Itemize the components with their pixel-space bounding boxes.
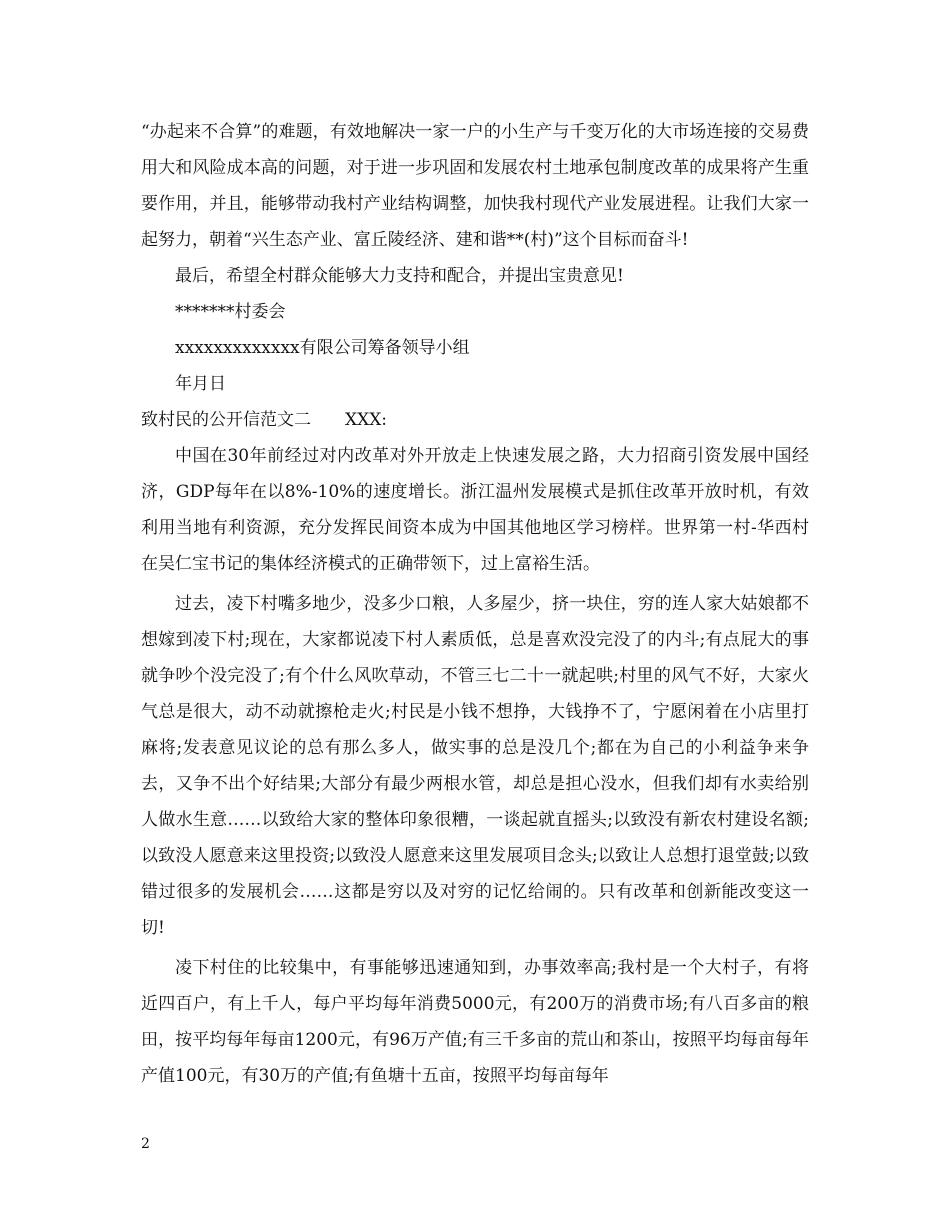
- signature-village-committee: *******村委会: [175, 302, 286, 322]
- signature-date: 年月日: [175, 374, 226, 394]
- paragraph-conclusion: “办起来不合算”的难题，有效地解决一家一户的小生产与千变万化的大市场连接的交易费用大和风险成本高的问题，对于进一步巩固和发展农村土地承包制度改革的成果将产生重要作用，并且，能够带动我村产业结构调整，加快我村现代产业发展进程。让我们大家一起努力，朝着“兴生态产业、富丘陵经济、建和谐**(村)”这个目标而奋斗!: [141, 122, 809, 250]
- section-title: 致村民的公开信范文二: [141, 410, 311, 430]
- salutation: XXX:: [345, 410, 388, 430]
- paragraph-village-resources: 凌下村住的比较集中，有事能够迅速通知到，办事效率高;我村是一个大村子，有将近四百户，有上千人，每户平均每年消费5000元，有200万的消费市场;有八百多亩的粮田，按平均每年每亩1200元，有96万产值;有三千多亩的荒山和茶山，按照平均每亩每年产值100元，有30万的产值;有鱼塘十五亩，按照平均每亩每年: [141, 958, 809, 1086]
- document-body: [141, 114, 809, 1094]
- page-number: 2: [141, 1136, 150, 1152]
- section-heading-line: [141, 402, 809, 438]
- paragraph-appeal: 最后，希望全村群众能够大力支持和配合，并提出宝贵意见!: [175, 266, 624, 286]
- paragraph-village-past: 过去，凌下村嘴多地少，没多少口粮，人多屋少，挤一块住，穷的连人家大姑娘都不想嫁到凌下村;现在，大家都说凌下村人素质低，总是喜欢没完没了的内斗;有点屁大的事就争吵个没完没了;有个什么风吹草动，不管三七二十一就起哄;村里的风气不好，大家火气总是很大，动不动就擦枪走火;村民是小钱不想挣，大钱挣不了，宁愿闲着在小店里打麻将;发表意见议论的总有那么多人，做实事的总是没几个;都在为自己的小利益争来争去，又争不出个好结果;大部分有最少两根水管，却总是担心没水，但我们却有水卖给别人做水生意……以致给大家的整体印象很糟，一谈起就直摇头;以致没有新农村建设名额;以致没人愿意来这里投资;以致没人愿意来这里发展项目念头;以致让人总想打退堂鼓;以致错过很多的发展机会……这都是穷以及对穷的记忆给闹的。只有改革和创新能改变这一切!: [141, 594, 809, 938]
- signature-company-group: xxxxxxxxxxxxx有限公司筹备领导小组: [175, 338, 470, 358]
- paragraph-china-development: 中国在30年前经过对内改革对外开放走上快速发展之路，大力招商引资发展中国经济，GDP每年在以8%-10%的速度增长。浙江温州发展模式是抓住改革开放时机，有效利用当地有利资源，充分发挥民间资本成为中国其他地区学习榜样。世界第一村-华西村在吴仁宝书记的集体经济模式的正确带领下，过上富裕生活。: [141, 446, 809, 574]
